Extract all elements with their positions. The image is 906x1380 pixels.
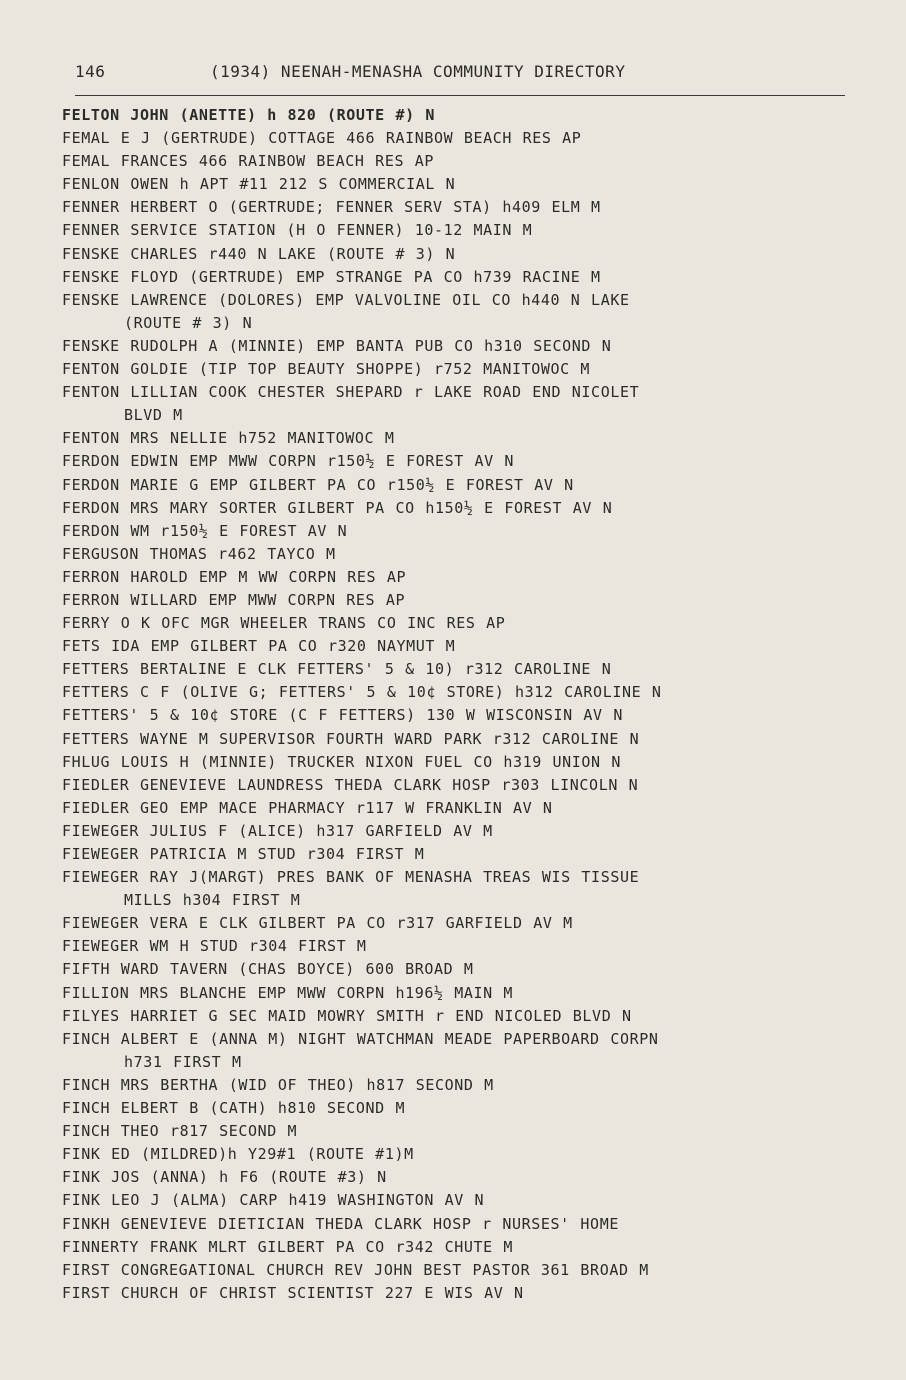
directory-entry <box>62 1282 837 1305</box>
directory-entry <box>62 289 837 335</box>
directory-entry <box>62 474 837 497</box>
directory-entry <box>62 497 837 520</box>
directory-entry <box>62 1259 837 1282</box>
entry-line: FERRY O K OFC MGR WHEELER TRANS CO INC RES AP <box>62 614 506 633</box>
directory-entry <box>62 912 837 935</box>
directory-entry <box>62 520 837 543</box>
entry-line: FENTON GOLDIE (TIP TOP BEAUTY SHOPPE) r752 MANITOWOC M <box>62 360 591 379</box>
directory-entry <box>62 774 837 797</box>
page-number: 146 <box>75 62 106 81</box>
entry-line: FHLUG LOUIS H (MINNIE) TRUCKER NIXON FUEL CO h319 UNION N <box>62 752 621 771</box>
directory-entry <box>62 704 837 727</box>
entry-line: FENSKE FLOYD (GERTRUDE) EMP STRANGE PA CO h739 RACINE M <box>62 267 601 286</box>
entry-line: FENTON MRS NELLIE h752 MANITOWOC M <box>62 429 395 448</box>
entry-line: FEMAL E J (GERTRUDE) COTTAGE 466 RAINBOW BEACH RES AP <box>62 129 582 148</box>
entry-line: FENSKE RUDOLPH A (MINNIE) EMP BANTA PUB CO h310 SECOND N <box>62 336 612 355</box>
entry-line: FINCH ELBERT B (CATH) h810 SECOND M <box>62 1099 406 1118</box>
directory-entry <box>62 1097 837 1120</box>
directory-entry <box>62 150 837 173</box>
directory-entry <box>62 589 837 612</box>
entry-line: FENSKE LAWRENCE (DOLORES) EMP VALVOLINE OIL CO h440 N LAKE <box>62 290 630 309</box>
directory-entry <box>62 820 837 843</box>
directory-entry <box>62 173 837 196</box>
entry-continuation-line: MILLS h304 FIRST M <box>124 891 301 910</box>
entry-line: FIRST CONGREGATIONAL CHURCH REV JOHN BEST PASTOR 361 BROAD M <box>62 1260 649 1279</box>
entry-line: FETTERS WAYNE M SUPERVISOR FOURTH WARD PARK r312 CAROLINE N <box>62 729 640 748</box>
entry-line: FINKH GENEVIEVE DIETICIAN THEDA CLARK HOSP r NURSES' HOME <box>62 1214 619 1233</box>
directory-entry <box>62 982 837 1005</box>
entry-line: FILLION MRS BLANCHE EMP MWW CORPN h196½ MAIN M <box>62 983 514 1002</box>
directory-entry <box>62 843 837 866</box>
entry-line: FERGUSON THOMAS r462 TAYCO M <box>62 544 336 563</box>
entry-line: FENLON OWEN h APT #11 212 S COMMERCIAL N <box>62 175 456 194</box>
directory-entry <box>62 450 837 473</box>
directory-entry <box>62 1143 837 1166</box>
directory-entry <box>62 1120 837 1143</box>
entry-line: FERDON MARIE G EMP GILBERT PA CO r150½ E FOREST AV N <box>62 475 574 494</box>
entry-line: FIEDLER GENEVIEVE LAUNDRESS THEDA CLARK HOSP r303 LINCOLN N <box>62 775 639 794</box>
directory-entry <box>62 681 837 704</box>
entry-line: FIEWEGER VERA E CLK GILBERT PA CO r317 GARFIELD AV M <box>62 914 573 933</box>
entry-continuation-line: (ROUTE # 3) N <box>124 313 253 332</box>
entry-line: FERDON MRS MARY SORTER GILBERT PA CO h150½ E FOREST AV N <box>62 498 613 517</box>
entry-line: FEMAL FRANCES 466 RAINBOW BEACH RES AP <box>62 152 434 171</box>
directory-entry <box>62 358 837 381</box>
directory-entry <box>62 612 837 635</box>
directory-entry <box>62 127 837 150</box>
directory-entry <box>62 1028 837 1074</box>
directory-entry <box>62 728 837 751</box>
entry-line: FENSKE CHARLES r440 N LAKE (ROUTE # 3) N <box>62 244 456 263</box>
directory-entry <box>62 751 837 774</box>
entry-line: FIEWEGER WM H STUD r304 FIRST M <box>62 937 367 956</box>
entry-line: FIRST CHURCH OF CHRIST SCIENTIST 227 E WIS AV N <box>62 1283 524 1302</box>
directory-entry <box>62 658 837 681</box>
entry-line: FETTERS C F (OLIVE G; FETTERS' 5 & 10¢ STORE) h312 CAROLINE N <box>62 683 662 702</box>
entry-line: FENTON LILLIAN COOK CHESTER SHEPARD r LAKE ROAD END NICOLET <box>62 383 640 402</box>
entry-line: FELTON JOHN (ANETTE) h 820 (ROUTE #) N <box>62 106 435 124</box>
entry-line: FIEWEGER JULIUS F (ALICE) h317 GARFIELD AV M <box>62 821 493 840</box>
directory-entry <box>62 1189 837 1212</box>
entry-line: FILYES HARRIET G SEC MAID MOWRY SMITH r END NICOLED BLVD N <box>62 1006 632 1025</box>
directory-entry <box>62 266 837 289</box>
entry-line: FETTERS' 5 & 10¢ STORE (C F FETTERS) 130 W WISCONSIN AV N <box>62 706 623 725</box>
entry-line: FENNER SERVICE STATION (H O FENNER) 10-12 MAIN M <box>62 221 533 240</box>
directory-entry <box>62 1005 837 1028</box>
entry-line: FIEWEGER PATRICIA M STUD r304 FIRST M <box>62 845 425 863</box>
entry-line: FERRON HAROLD EMP M WW CORPN RES AP <box>62 567 407 586</box>
directory-entry <box>62 566 837 589</box>
directory-entry <box>62 219 837 242</box>
directory-entry <box>62 196 837 219</box>
directory-entry <box>62 1074 837 1097</box>
entry-line: FINCH MRS BERTHA (WID OF THEO) h817 SECOND M <box>62 1075 494 1094</box>
entry-line: FINK JOS (ANNA) h F6 (ROUTE #3) N <box>62 1168 387 1187</box>
entry-line: FETS IDA EMP GILBERT PA CO r320 NAYMUT M <box>62 637 456 656</box>
directory-entry <box>62 1236 837 1259</box>
directory-entry <box>62 635 837 658</box>
directory-entry <box>62 543 837 566</box>
directory-entry <box>62 381 837 427</box>
directory-entry <box>62 1213 837 1236</box>
directory-entry <box>62 797 837 820</box>
running-head: (1934) NEENAH-MENASHA COMMUNITY DIRECTORY <box>210 62 626 81</box>
page-header <box>75 62 835 81</box>
entry-line: FERDON WM r150½ E FOREST AV N <box>62 521 348 540</box>
entry-line: FINCH ALBERT E (ANNA M) NIGHT WATCHMAN MEADE PAPERBOARD CORPN <box>62 1029 659 1048</box>
entry-line: FINNERTY FRANK MLRT GILBERT PA CO r342 CHUTE M <box>62 1237 514 1256</box>
entry-continuation-line: h731 FIRST M <box>124 1052 242 1071</box>
directory-entry <box>62 958 837 981</box>
directory-entry <box>62 104 837 127</box>
entry-line: FERRON WILLARD EMP MWW CORPN RES AP <box>62 590 406 609</box>
entry-line: FINCH THEO r817 SECOND M <box>62 1122 298 1141</box>
entry-line: FIEDLER GEO EMP MACE PHARMACY r117 W FRANKLIN AV N <box>62 798 553 817</box>
directory-entry <box>62 243 837 266</box>
header-rule <box>75 95 845 96</box>
directory-entry <box>62 335 837 358</box>
entry-line: FINK ED (MILDRED)h Y29#1 (ROUTE #1)M <box>62 1145 414 1164</box>
directory-entries <box>62 104 837 1305</box>
entry-continuation-line: BLVD M <box>124 406 183 425</box>
entry-line: FETTERS BERTALINE E CLK FETTERS' 5 & 10) r312 CAROLINE N <box>62 660 612 679</box>
directory-entry <box>62 1166 837 1189</box>
entry-line: FERDON EDWIN EMP MWW CORPN r150½ E FOREST AV N <box>62 452 515 471</box>
entry-line: FENNER HERBERT O (GERTRUDE; FENNER SERV STA) h409 ELM M <box>62 198 601 217</box>
entry-line: FINK LEO J (ALMA) CARP h419 WASHINGTON AV N <box>62 1191 485 1210</box>
entry-line: FIEWEGER RAY J(MARGT) PRES BANK OF MENASHA TREAS WIS TISSUE <box>62 868 640 887</box>
directory-entry <box>62 935 837 958</box>
directory-entry <box>62 866 837 912</box>
directory-entry <box>62 427 837 450</box>
entry-line: FIFTH WARD TAVERN (CHAS BOYCE) 600 BROAD M <box>62 960 474 979</box>
